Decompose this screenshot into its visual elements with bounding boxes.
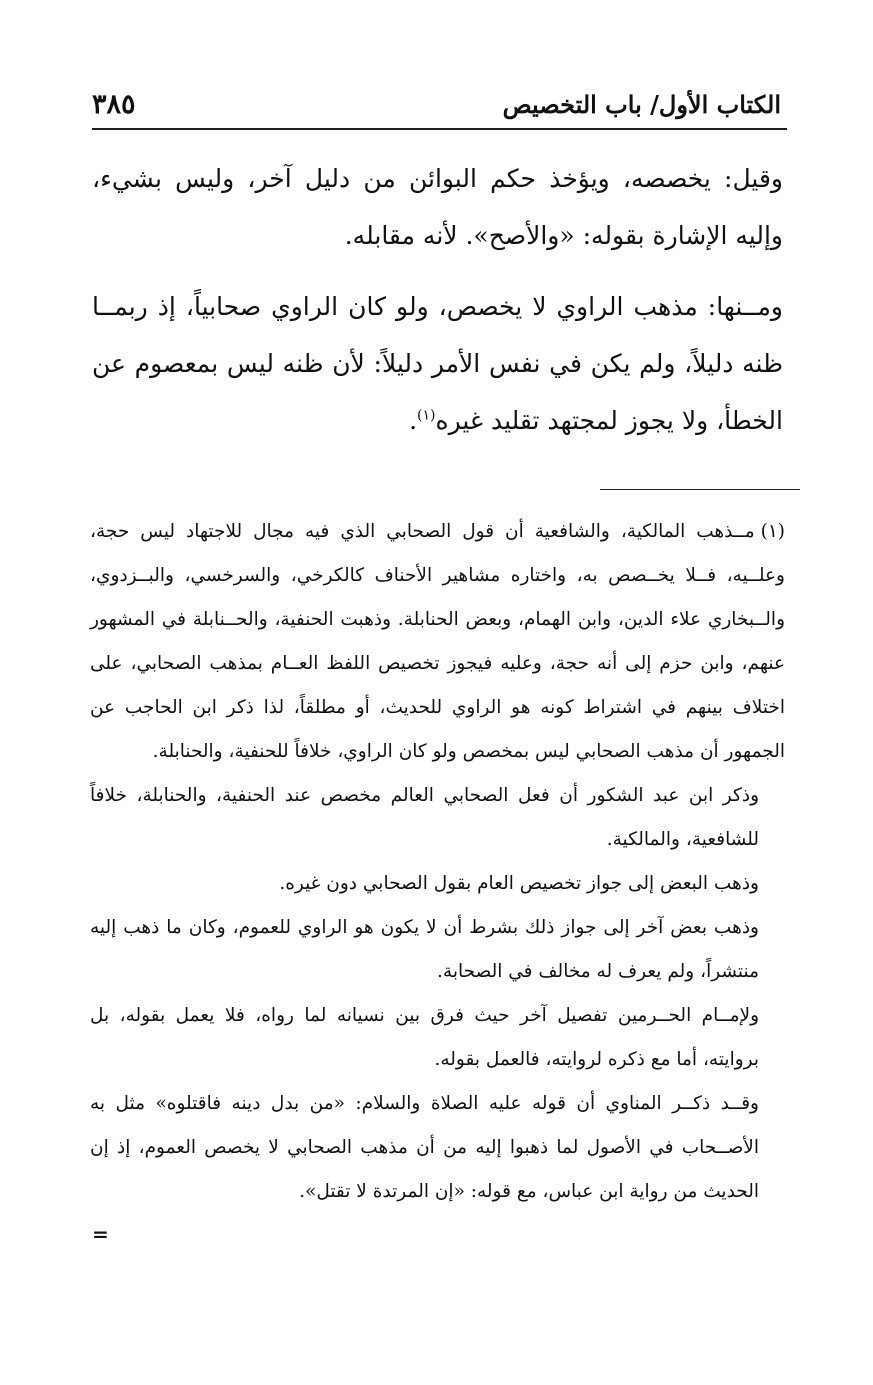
main-text: [92, 150, 783, 449]
footnote-paragraph: وقــد ذكــر المناوي أن قوله عليه الصلاة والسلام: «من بدل دينه فاقتلوه» مثل به الأصــحاب في الأصول لما ذهبوا إليه من أن مذهب الصحابي لا يخصص العموم، إذ إن الحديث من رواية ابن عباس، مع قوله: «إن المرتدة لا تقتل».: [90, 1093, 759, 1202]
footnote-paragraph: وذهب بعض آخر إلى جواز ذلك بشرط أن لا يكون هو الراوي للعموم، وكان ما ذهب إليه منتشراً، ولم يعرف له مخالف في الصحابة.: [90, 917, 759, 982]
footnote-paragraph: وذهب البعض إلى جواز تخصيص العام بقول الصحابي دون غيره.: [279, 873, 759, 894]
footnote-paragraph: ولإمــام الحــرمين تفصيل آخر حيث فرق بين نسيانه لما رواه، فلا يعمل بقوله، بل بروايته، أما مع ذكره لروايته، فالعمل بقوله.: [90, 1005, 759, 1070]
running-header: [92, 84, 781, 124]
main-paragraph: وقيل: يخصصه، ويؤخذ حكم البوائن من دليل آخر، وليس بشيء، وإليه الإشارة بقوله: «والأصح». لأنه مقابله.: [92, 164, 783, 250]
page-number: ٣٨٥: [92, 88, 136, 120]
main-paragraph: ومــنها: مذهب الراوي لا يخصص، ولو كان الراوي صحابياً، إذ ربمــا ظنه دليلاً، ولم يكن في نفس الأمر دليلاً: لأن ظنه ليس بمعصوم عن الخطأ، ولا يجوز لمجتهد تقليد غيره$^{(١)}$.: [92, 292, 783, 435]
main-paragraph-text: ومــنها: مذهب الراوي لا يخصص، ولو كان الراوي صحابياً، إذ ربمــا ظنه دليلاً، ولم يكن في نفس الأمر دليلاً: لأن ظنه ليس بمعصوم عن الخطأ، ولا يجوز لمجتهد تقليد غيره: [92, 292, 783, 435]
continuation-mark: =: [92, 1222, 109, 1246]
footnote-paragraph: [90, 510, 785, 774]
footnotes: [90, 510, 785, 1214]
footnote-paragraph: وذكر ابن عبد الشكور أن فعل الصحابي العالم مخصص عند الحنفية، والحنابلة، خلافاً للشافعية، والمالكية.: [90, 785, 759, 850]
footnote-marker: (١): [760, 521, 785, 542]
chapter-title: الكتاب الأول/ باب التخصيص: [502, 89, 781, 119]
footnote-reference: (١): [417, 407, 436, 424]
header-divider: [92, 128, 787, 130]
footnote-text: مــذهب المالكية، والشافعية أن قول الصحابي الذي فيه مجال للاجتهاد ليس حجة، وعلــيه، فــلا يخــصص به، واختاره مشاهير الأحناف كالكرخي، والسرخسي، والبــزدوي، والــبخاري علاء الدين، وابن الهمام، وبعض الحنابلة. وذهبت الحنفية، والحــنابلة في المشهور عنهم، وابن حزم إلى أنه حجة، وعليه فيجوز تخصيص اللفظ العــام بمذهب الصحابي، على اختلاف بينهم في اشتراط كونه هو الراوي للحديث، أو مطلقاً، لذا ذكر ابن الحاجب عن الجمهور أن مذهب الصحابي ليس بمخصص ولو كان الراوي، خلافاً للحنفية، والحنابلة.: [90, 521, 785, 762]
footnote-separator: [600, 489, 800, 490]
